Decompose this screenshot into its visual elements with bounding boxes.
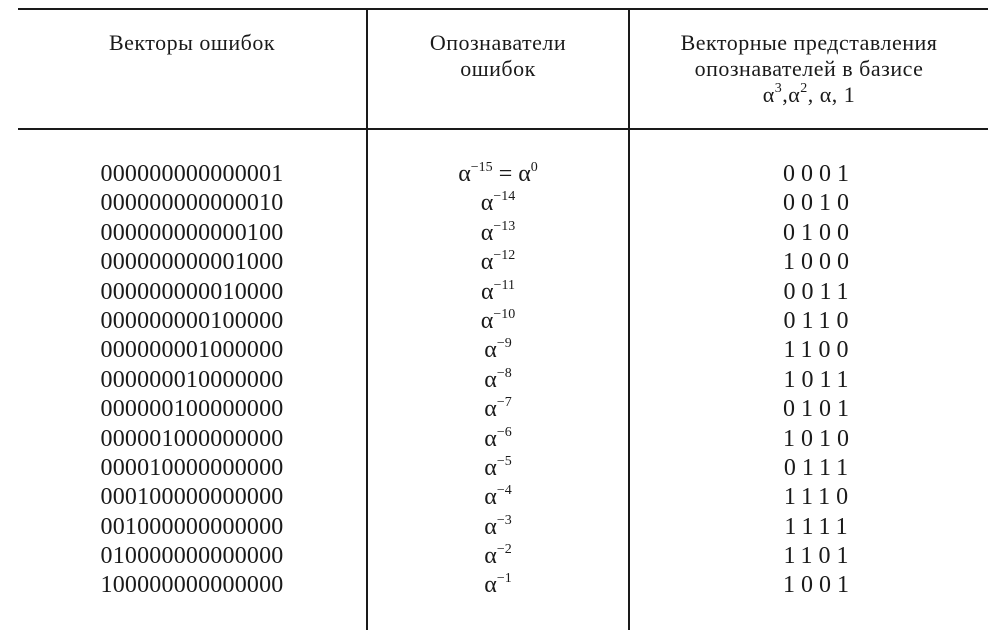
syndrome-exponent: −1 [496, 571, 512, 587]
error-vector-cell: 000100000000000 [100, 484, 284, 511]
syndrome-base: α [458, 161, 471, 187]
syndrome-exponent: −14 [493, 189, 516, 205]
syndrome-cell [368, 454, 628, 483]
error-vector-cell: 000000000000100 [100, 219, 284, 246]
error-vector-cell: 000000100000000 [100, 396, 284, 423]
vector-representation-cell: 0001 [783, 161, 855, 187]
vector-representation-cell: 0101 [783, 396, 855, 423]
syndrome-base: α [480, 190, 494, 217]
syndrome-exponent: −11 [493, 277, 515, 293]
vector-representation-cell: 1001 [783, 572, 855, 599]
header-basis-line [630, 82, 988, 108]
error-vector-cell: 000010000000000 [100, 454, 284, 481]
syndrome-exponent: −12 [493, 248, 516, 264]
syndrome-exponent: −13 [493, 218, 516, 234]
table-top-rule [18, 8, 988, 10]
syndrome-base: α [481, 278, 494, 305]
basis-exponent: 2 [800, 81, 808, 96]
vector-representation-cell: 1011 [783, 366, 855, 393]
syndrome-cell [368, 336, 628, 365]
syndrome-exponent: −9 [496, 336, 512, 352]
error-vector-cell: 010000000000000 [100, 543, 284, 570]
header-syndromes [368, 30, 628, 82]
table-row [0, 160, 994, 189]
table-row [0, 571, 994, 600]
syndrome-exponent: −10 [493, 306, 516, 322]
error-vector-cell: 000001000000000 [100, 425, 284, 452]
header-line: Векторные представления [680, 30, 938, 55]
syndrome-base: α [484, 425, 497, 452]
syndrome-exponent: −15 [470, 160, 493, 175]
syndrome-base: α [484, 543, 497, 570]
table-row [0, 395, 994, 424]
syndrome-base: α [484, 454, 497, 481]
table-row [0, 248, 994, 277]
vector-representation-cell: 1101 [783, 543, 855, 570]
syndrome-exponent: −6 [496, 424, 512, 440]
table-body [0, 160, 994, 601]
table-row [0, 425, 994, 454]
basis-exponent: 3 [774, 81, 783, 96]
error-vector-cell: 000000000010000 [100, 278, 284, 305]
table-row [0, 219, 994, 248]
header-vector-representations [630, 30, 988, 108]
syndrome-cell [368, 278, 628, 307]
error-vector-cell: 000000010000000 [100, 366, 284, 393]
syndrome-base: α [484, 484, 497, 511]
table-header-rule [18, 128, 988, 130]
syndrome-cell [368, 571, 628, 600]
header-line: опознавателей в базисе [694, 56, 924, 81]
syndrome-base: α [484, 396, 497, 423]
syndrome-equivalence: = α [492, 161, 531, 187]
syndrome-base: α [484, 337, 497, 364]
syndrome-exponent: −3 [496, 512, 512, 528]
syndrome-cell [368, 395, 628, 424]
syndrome-cell [368, 307, 628, 336]
basis-term: ,α [782, 82, 801, 107]
header-error-vectors [18, 30, 366, 56]
syndrome-equivalence-exponent: 0 [530, 160, 538, 175]
syndrome-base: α [480, 219, 494, 246]
syndrome-exponent: −8 [496, 365, 512, 381]
syndrome-exponent: −4 [496, 483, 512, 499]
vector-representation-cell: 0011 [783, 278, 855, 305]
vector-representation-cell: 0111 [783, 454, 855, 481]
table-row [0, 366, 994, 395]
vector-representation-cell: 1010 [783, 425, 855, 452]
table-row [0, 189, 994, 218]
vector-representation-cell: 1000 [783, 249, 855, 276]
syndrome-base: α [484, 572, 497, 599]
syndrome-base: α [484, 366, 497, 393]
header-line: Опознаватели [429, 30, 567, 55]
table-row [0, 336, 994, 365]
vector-representation-cell: 1110 [783, 484, 855, 511]
error-vector-cell: 000000000000010 [100, 190, 284, 217]
error-vector-cell: 000000000000001 [100, 161, 284, 187]
vector-representation-cell: 1111 [784, 513, 854, 540]
vector-representation-cell: 0100 [783, 219, 855, 246]
table-row [0, 278, 994, 307]
syndrome-cell [368, 542, 628, 571]
error-vector-cell: 000000000100000 [100, 307, 284, 334]
table-row [0, 454, 994, 483]
header-line: Векторы ошибок [108, 30, 276, 55]
table-row [0, 483, 994, 512]
syndrome-cell [368, 189, 628, 218]
table-row [0, 307, 994, 336]
basis-tail: , α, 1 [807, 82, 856, 107]
syndrome-exponent: −7 [496, 395, 512, 411]
syndrome-exponent: −2 [496, 542, 512, 558]
syndrome-cell [368, 366, 628, 395]
syndrome-cell [368, 425, 628, 454]
vector-representation-cell: 1100 [783, 337, 855, 364]
table-row [0, 542, 994, 571]
table-row [0, 513, 994, 542]
syndrome-exponent: −5 [496, 453, 512, 469]
header-line: ошибок [460, 56, 536, 81]
syndrome-cell [368, 483, 628, 512]
syndrome-cell [368, 160, 628, 189]
vector-representation-cell: 0010 [783, 190, 855, 217]
syndrome-cell [368, 513, 628, 542]
error-vector-cell: 000000000001000 [100, 249, 284, 276]
syndrome-base: α [480, 249, 494, 276]
syndrome-base: α [480, 307, 494, 334]
syndrome-cell [368, 248, 628, 277]
vector-representation-cell: 0110 [783, 307, 855, 334]
syndrome-base: α [484, 513, 497, 540]
syndrome-cell [368, 219, 628, 248]
error-vector-cell: 100000000000000 [100, 572, 284, 599]
basis-term: α [762, 82, 775, 107]
error-vector-cell: 000000001000000 [100, 337, 284, 364]
error-vector-cell: 001000000000000 [100, 513, 284, 540]
